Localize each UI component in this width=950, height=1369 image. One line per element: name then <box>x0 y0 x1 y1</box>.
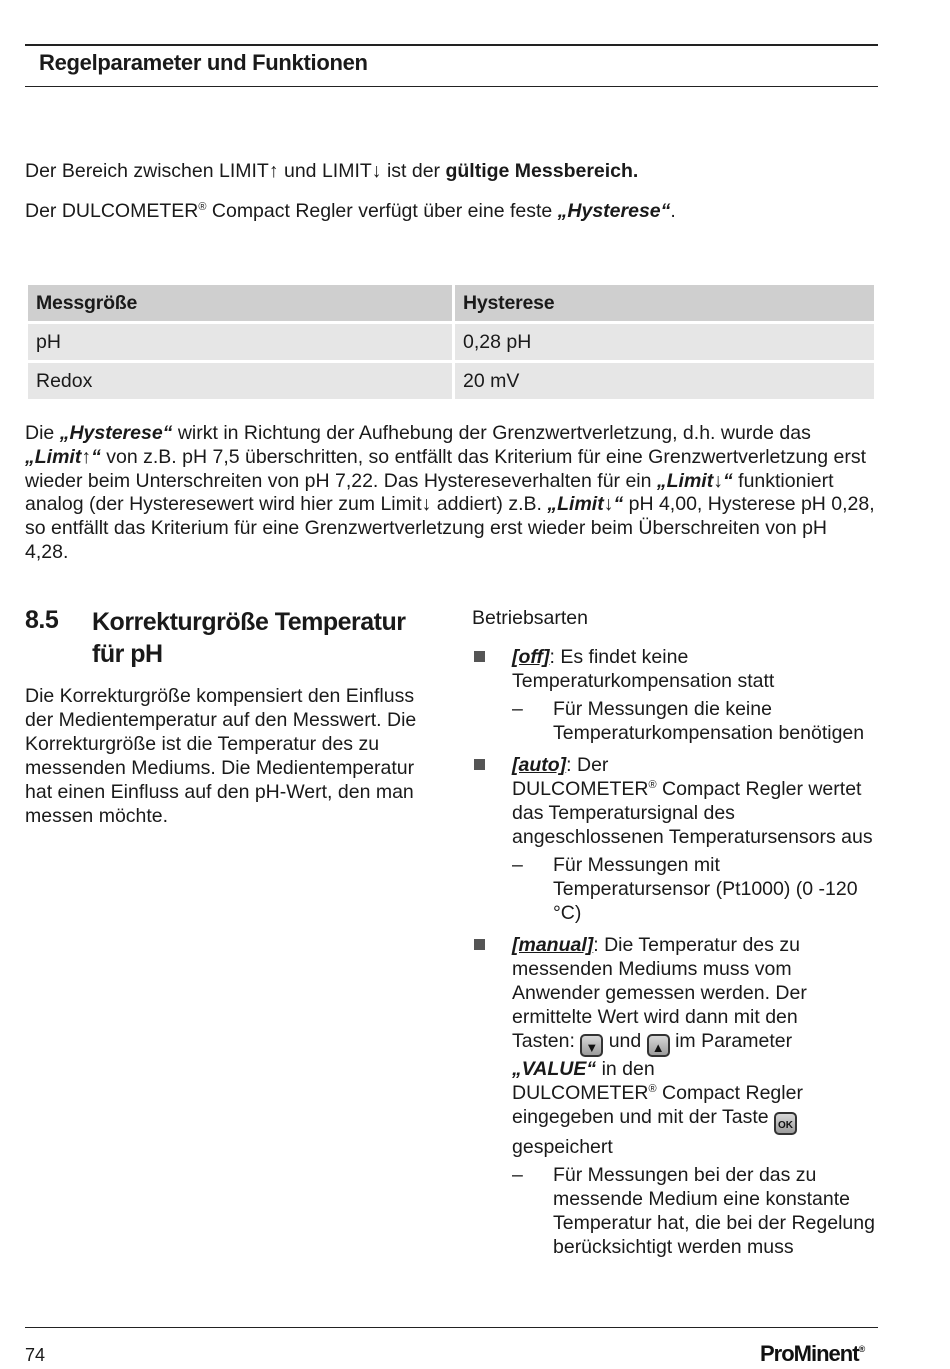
dash-icon: – <box>512 854 523 876</box>
square-bullet-icon <box>474 939 485 950</box>
sub-item-off: – Für Messungen die keine Temperaturkompensation benötigen <box>512 698 865 744</box>
table-cell: Redox <box>28 363 452 399</box>
operating-modes-heading: Betriebsarten <box>472 607 588 629</box>
operating-modes <box>472 606 882 1267</box>
valid-range-emphasis: gültige Messbereich. <box>445 160 639 182</box>
dash-icon: – <box>512 1164 523 1186</box>
section-number: 8.5 <box>25 606 59 634</box>
square-bullet-icon <box>474 651 485 662</box>
list-item-off: [off]: Es findet keine Temperaturkompensation statt – Für Messungen die keine Temperaturkompensation benötigen <box>472 645 882 745</box>
page-number: 74 <box>25 1345 46 1365</box>
prominent-logo: ProMinent® <box>760 1341 866 1366</box>
hysteresis-table <box>25 282 877 402</box>
sub-item-manual: – Für Messungen bei der das zu messende Medium eine konstante Temperatur hat, die bei der Regelung berücksichtigt werden muss <box>512 1164 875 1258</box>
ok-key-icon: OK <box>774 1112 797 1135</box>
square-bullet-icon <box>474 759 485 770</box>
table-cell: 20 mV <box>455 363 874 399</box>
arrow-up-key-icon: ▲ <box>647 1034 670 1057</box>
table-header-cell: Hysterese <box>455 285 874 321</box>
table-cell: 0,28 pH <box>455 324 874 360</box>
intro-line-2: Der DULCOMETER® Compact Regler verfügt über eine feste „Hysterese“. <box>25 200 676 222</box>
list-item-auto: [auto]: Der DULCOMETER® Compact Regler wertet das Temperatursignal des angeschlossenen Temperatursensors aus – Für Messungen mit Temperatursensor (Pt1000) (0 -120 °C) <box>472 753 882 925</box>
intro-line-1: Der Bereich zwischen LIMIT↑ und LIMIT↓ ist der gültige Messbereich. <box>25 160 639 182</box>
table-header-cell: Messgröße <box>28 285 452 321</box>
table-row <box>28 363 874 399</box>
page-header-title: Regelparameter und Funktionen <box>39 50 368 75</box>
dash-icon: – <box>512 698 523 720</box>
arrow-down-key-icon: ▼ <box>580 1034 603 1057</box>
table-row <box>28 324 874 360</box>
list-item-manual: [manual]: Die Temperatur des zu messenden Mediums muss vom Anwender gemessen werden. Der ermittelte Wert wird dann mit den Tasten: ▼ und ▲ im Parameter „VALUE“ in den DULCOMETER® Compact Regler eingegeben und mit der Taste OK gespeichert – Für Messungen bei der das zu messende Medium eine konstante Temperatur hat, die bei der Regelung berücksichtigt werden muss <box>472 933 882 1259</box>
sub-item-auto: – Für Messungen mit Temperatursensor (Pt1000) (0 -120 °C) <box>512 854 858 924</box>
section-title: Korrekturgröße Temperatur für pH <box>92 608 406 668</box>
footer-rule <box>25 1327 878 1328</box>
header-top-rule <box>25 44 878 46</box>
section-description: Die Korrekturgröße kompensiert den Einfluss der Medientemperatur auf den Messwert. Die Korrekturgröße ist die Temperatur des zu messenden Mediums. Die Medientemperatur hat einen Einfluss auf den pH-Wert, den man messen möchte. <box>25 685 417 827</box>
table-cell: pH <box>28 324 452 360</box>
hysteresis-paragraph: Die „Hysterese“ wirkt in Richtung der Aufhebung der Grenzwertverletzung, d.h. wurde das „Limit↑“ von z.B. pH 7,5 überschritten, so entfällt das Kriterium für eine Grenzwertverletzung erst wieder beim Unterschreiten von pH 7,22. Das Hystereseverhalten für ein „Limit↓“ funktioniert analog (der Hysteresewert wird hier zum Limit↓ addiert) z.B. „Limit↓“ pH 4,00, Hysterese pH 0,28, so entfällt das Kriterium für eine Grenzwertverletzung erst wieder beim Überschreiten von pH 4,28. <box>25 422 875 563</box>
header-bottom-rule <box>25 86 878 87</box>
table-header-row <box>28 285 874 321</box>
